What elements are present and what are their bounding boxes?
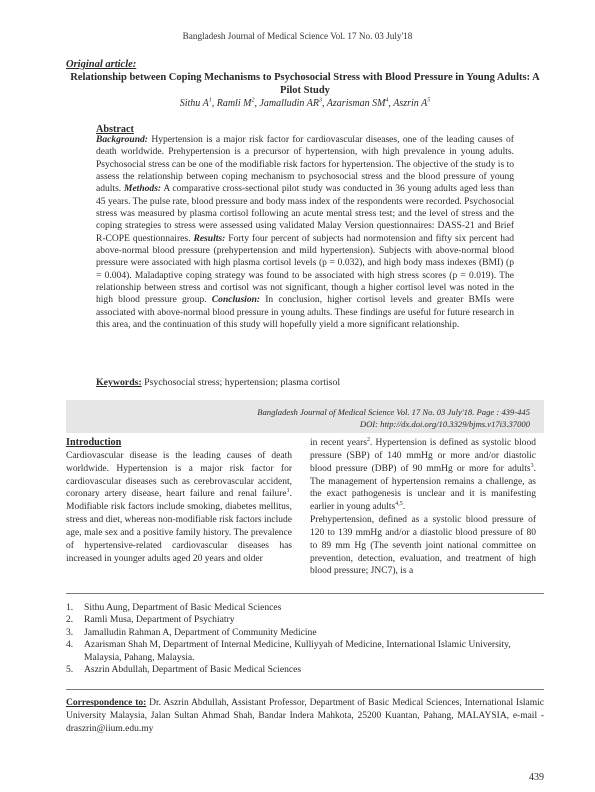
introduction-left-column xyxy=(66,437,292,565)
citation-reference: Bangladesh Journal of Medical Science Vol. 17 No. 03 July'18. Page : 439-445 xyxy=(257,407,530,417)
paragraph-text: . The management of hypertension remains a challenge, as the exact pathogenesis is unclear and it is manifesting earlier in young adults xyxy=(310,463,536,513)
introduction-paragraph: Prehypertension, defined as a systolic blood pressure of 120 to 139 mmHg and/or a diastolic blood pressure of 80 to 89 mm Hg (The seventh joint national committee on prevention, detection, evaluation, and treatment of high blood pressure; JNC7), is a xyxy=(310,515,536,577)
affiliation-number: 4. xyxy=(66,639,74,651)
affiliation-item xyxy=(66,639,536,664)
keywords-text: Psychosocial stress; hypertension; plasma cortisol xyxy=(141,377,341,388)
correspondence-label: Correspondence to: xyxy=(66,698,147,708)
abstract-methods-label: Methods: xyxy=(123,183,162,195)
author-name: Aszrin A xyxy=(393,98,428,109)
citation-mark: 1 xyxy=(286,488,290,495)
author-affiliation-mark: 2 xyxy=(251,97,255,104)
abstract-methods-text: A comparative cross-sectional pilot study was conducted in 36 young adults aged less than 45 years. The pulse rate, blood pressure and body mass index of the respondents were recorded. Psychosocial stress was measured by plasma cortisol following an acute mental stress test; and the level of stress and the coping strategies to stress were assessed using validated Malay Version questionnaires: DASS-21 and Brief R-COPE questionnaires. xyxy=(96,183,514,244)
paragraph-text: . Modifiable risk factors include smoking, diabetes mellitus, stress and diet, whereas non-modifiable risk factors include age, male sex and a positive family history. The prevalence of hypertensive-related cardiovascular diseases has increased in younger adults aged 20 years and older xyxy=(66,489,292,564)
citation-mark: 3 xyxy=(530,462,534,469)
paragraph-text: Cardiovascular disease is the leading causes of death worldwide. Hypertension is a major risk factor for cardiovascular diseases such as cerebrovascular accident, coronary artery disease, heart failure and renal failure xyxy=(66,450,292,500)
author-name: Ramli M xyxy=(216,98,252,109)
affiliation-item xyxy=(66,614,536,626)
abstract-body xyxy=(96,134,514,332)
affiliation-text: Sithu Aung, Department of Basic Medical Sciences xyxy=(84,602,282,613)
citation-box xyxy=(66,400,544,433)
abstract-results-text: Forty four percent of subjects had normotension and fifty six percent had above-normal blood pressure (prehypertension and mild hypertension). Subjects with above-normal blood pressure were associated with high plasma cortisol levels (p = 0.032), and high body mass indexes (BMI) (p = 0.004). Maladaptive coping strategy was found to be associated with high stress scores (p = 0.019). The relationship between stress and cortisol was not significant, though a higher cortisol level was noted in the high blood pressure group. xyxy=(96,232,514,306)
affiliation-item xyxy=(66,664,536,676)
page-number: 439 xyxy=(529,772,544,783)
affiliation-text: Jamalludin Rahman A, Department of Community Medicine xyxy=(84,626,317,638)
author-affiliation-mark: 3 xyxy=(318,97,322,104)
affiliation-number: 1. xyxy=(66,602,74,613)
abstract-results-label: Results: xyxy=(193,232,226,244)
affiliation-number: 5. xyxy=(66,664,74,676)
correspondence-divider xyxy=(66,689,544,690)
running-header: Bangladesh Journal of Medical Science Vol. 17 No. 03 July'18 xyxy=(182,31,413,41)
abstract-conclusion-text: In conclusion, higher cortisol levels and greater BMIs were associated with above-normal blood pressure in young adults. These findings are useful for future research in this area, and the continuation of this study will hopefully yield a more significant relationship. xyxy=(96,294,514,331)
introduction-paragraph xyxy=(310,437,536,514)
introduction-paragraph xyxy=(66,450,292,566)
author-name: Jamalludin AR xyxy=(259,98,319,109)
introduction-heading: Introduction xyxy=(66,437,122,448)
affiliation-number: 3. xyxy=(66,626,74,638)
abstract-background-label: Background: xyxy=(96,134,148,145)
citation-mark: 4,5 xyxy=(395,501,403,508)
affiliation-number: 2. xyxy=(66,614,74,626)
author-name: Sithu A xyxy=(179,98,209,109)
affiliation-text: Azarisman Shah M, Department of Internal Medicine, Kulliyyah of Medicine, International Islamic University, Malaysia, Pahang, Malaysia. xyxy=(84,639,511,663)
author-affiliation-mark: 4 xyxy=(385,97,389,104)
affiliation-list xyxy=(66,602,536,676)
article-title: Relationship between Coping Mechanisms to Psychosocial Stress with Blood Pressure in Young Adults: A Pilot Study xyxy=(70,72,540,96)
abstract-heading: Abstract xyxy=(96,124,134,135)
author-affiliation-mark: 5 xyxy=(427,97,431,104)
citation-doi[interactable]: DOI: http://dx.doi.org/10.3329/bjms.v17i3.37000 xyxy=(359,419,530,429)
introduction-right-column xyxy=(310,437,536,578)
affiliation-item xyxy=(66,627,536,639)
paragraph-text: in recent years xyxy=(310,438,367,448)
author-name: Azarisman SM xyxy=(326,98,386,109)
author-list: Sithu $A^1$, Ramli $M^2$, Jamalludin $AR^3$, Azarisman $SM^4$, Aszrin $A^5$ xyxy=(179,97,431,109)
affiliation-item xyxy=(66,602,536,614)
correspondence-text: Dr. Aszrin Abdullah, Assistant Professor, Department of Basic Medical Sciences, International Islamic University Malaysia, Jalan Sultan Ahmad Shah, Bandar Indera Mahkota, 25200 Kuantan, Pahang, MALAYSIA, e-mail -draszrin@iium.edu.my xyxy=(66,698,544,734)
article-type-label: Original article: xyxy=(66,59,137,70)
paragraph-text: . xyxy=(402,502,406,513)
paragraph-text: . Hypertension is defined as systolic blood pressure (SBP) of 140 mmHg or more and/or diastolic blood pressure (DBP) of 90 mmHg or more for adults xyxy=(310,438,536,474)
correspondence xyxy=(66,697,544,736)
footnote-divider xyxy=(66,593,544,594)
keywords-label: Keywords: xyxy=(96,377,142,388)
keywords xyxy=(96,377,340,388)
author-affiliation-mark: 1 xyxy=(208,97,212,104)
affiliation-text: Aszrin Abdullah, Department of Basic Medical Sciences xyxy=(84,664,302,676)
affiliation-text: Ramli Musa, Department of Psychiatry xyxy=(84,614,235,626)
abstract-conclusion-label: Conclusion: xyxy=(211,294,261,306)
citation-mark: 2 xyxy=(366,436,370,443)
abstract-background-text: Hypertension is a major risk factor for cardiovascular diseases, one of the leading causes of death worldwide. Prehypertension is a precursor of hypertension, with high prevalence in young adults. Psychosocial stress can be one of the modifiable risk factors for hypertension. The objective of the study is to assess the relationship between coping mechanism to psychosocial stress and the blood pressure of young adults. xyxy=(96,134,514,195)
